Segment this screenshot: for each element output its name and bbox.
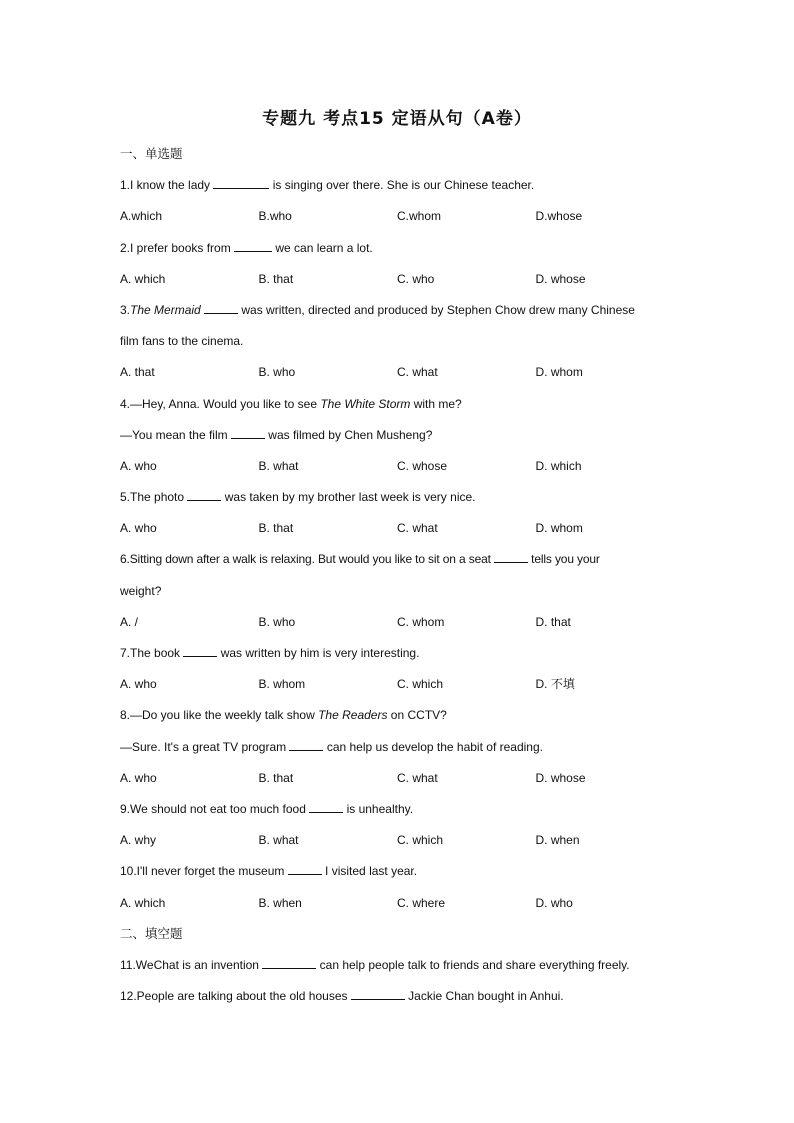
question-6-options: [120, 612, 680, 643]
question-11: 11.WeChat is an invention can help people talk to friends and share everything freely.: [120, 955, 680, 986]
question-12: 12.People are talking about the old houses Jackie Chan bought in Anhui.: [120, 986, 680, 1017]
question-10-options: [120, 893, 680, 924]
option-b[interactable]: B. whom: [258, 677, 306, 692]
option-b[interactable]: B. that: [258, 770, 294, 785]
option-d[interactable]: D. that: [535, 614, 571, 629]
option-b[interactable]: B. what: [258, 833, 299, 848]
option-c[interactable]: C. whose: [397, 458, 448, 473]
answer-blank: [213, 175, 269, 189]
option-b[interactable]: B. when: [258, 895, 302, 910]
answer-blank: [187, 487, 221, 501]
question-6-continued: weight?: [120, 583, 162, 598]
question-2: 2.I prefer books from we can learn a lot.: [120, 238, 680, 269]
option-a[interactable]: A. which: [120, 895, 166, 910]
option-d[interactable]: D. which: [535, 458, 582, 473]
option-a[interactable]: A.which: [120, 209, 163, 224]
question-1: 1.I know the lady is singing over there. She is our Chinese teacher.: [120, 175, 680, 206]
option-a[interactable]: A. who: [120, 677, 157, 692]
option-c[interactable]: C. what: [397, 365, 438, 380]
option-a[interactable]: A. which: [120, 271, 166, 286]
question-4-options: [120, 456, 680, 487]
option-d[interactable]: D. when: [535, 833, 580, 848]
option-b[interactable]: B. who: [258, 365, 296, 380]
answer-blank[interactable]: [262, 955, 316, 969]
option-d[interactable]: D.whose: [535, 209, 583, 224]
question-10: 10.I'll never forget the museum I visited last year.: [120, 861, 680, 892]
question-7: 7.The book was written by him is very interesting.: [120, 643, 680, 674]
question-3: 3.The Mermaid was written, directed and produced by Stephen Chow drew many Chinese: [120, 300, 680, 331]
answer-blank[interactable]: [351, 986, 405, 1000]
question-1-options: [120, 206, 680, 237]
option-b[interactable]: B. who: [258, 614, 296, 629]
answer-blank: [494, 549, 528, 563]
question-4-reply: —You mean the film was filmed by Chen Musheng?: [120, 425, 680, 456]
question-3-options: [120, 362, 680, 393]
question-6: 6.Sitting down after a walk is relaxing. But would you like to sit on a seat tells you your: [120, 549, 680, 580]
option-b[interactable]: B. what: [258, 458, 299, 473]
option-a[interactable]: A. why: [120, 833, 157, 848]
option-a[interactable]: A. who: [120, 770, 157, 785]
answer-blank: [231, 425, 265, 439]
option-c[interactable]: C. what: [397, 521, 438, 536]
answer-blank: [309, 799, 343, 813]
answer-blank: [183, 643, 217, 657]
page-title: 专题九 考点15 定语从句（A卷）: [262, 109, 532, 129]
option-a[interactable]: A. /: [120, 614, 139, 629]
option-a[interactable]: A. who: [120, 458, 157, 473]
answer-blank: [204, 300, 238, 314]
question-2-options: [120, 269, 680, 300]
option-b[interactable]: B.who: [258, 209, 292, 224]
option-d[interactable]: D. whose: [535, 271, 586, 286]
option-c[interactable]: C. who: [397, 271, 435, 286]
option-d[interactable]: D. whose: [535, 770, 586, 785]
answer-blank: [289, 737, 323, 751]
question-5: 5.The photo was taken by my brother last week is very nice.: [120, 487, 680, 518]
option-d[interactable]: D. 不填: [535, 677, 575, 692]
question-5-options: [120, 518, 680, 549]
question-8: 8.—Do you like the weekly talk show The Readers on CCTV?: [120, 708, 447, 723]
option-b[interactable]: B. that: [258, 271, 294, 286]
option-c[interactable]: C. what: [397, 770, 438, 785]
option-c[interactable]: C.whom: [397, 209, 442, 224]
option-c[interactable]: C. which: [397, 677, 444, 692]
option-d[interactable]: D. whom: [535, 521, 583, 536]
option-a[interactable]: A. who: [120, 521, 157, 536]
question-8-reply: —Sure. It's a great TV program can help us develop the habit of reading.: [120, 737, 680, 768]
question-list: [120, 144, 680, 1017]
option-d[interactable]: D. whom: [535, 365, 583, 380]
answer-blank: [234, 238, 272, 252]
section-heading-fill-in: 二、填空题: [120, 925, 183, 941]
option-d[interactable]: D. who: [535, 895, 573, 910]
question-3-continued: film fans to the cinema.: [120, 334, 244, 349]
question-9: 9.We should not eat too much food is unhealthy.: [120, 799, 680, 830]
option-c[interactable]: C. which: [397, 833, 444, 848]
question-4: 4.—Hey, Anna. Would you like to see The White Storm with me?: [120, 396, 462, 411]
question-9-options: [120, 830, 680, 861]
answer-blank: [288, 861, 322, 875]
section-heading-single-choice: 一、单选题: [120, 146, 183, 161]
option-b[interactable]: B. that: [258, 521, 294, 536]
question-7-options: [120, 674, 680, 705]
option-c[interactable]: C. whom: [397, 614, 445, 629]
option-a[interactable]: A. that: [120, 365, 155, 380]
option-c[interactable]: C. where: [397, 895, 446, 910]
question-8-options: [120, 768, 680, 799]
